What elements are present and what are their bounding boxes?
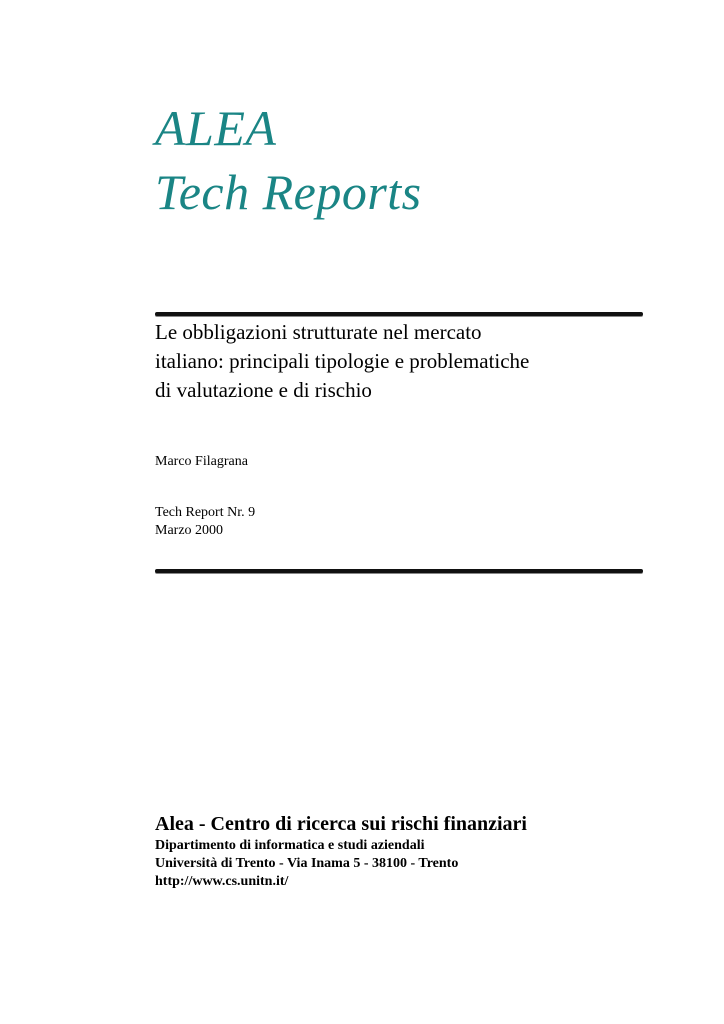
- top-divider: [155, 312, 643, 316]
- series-title: [155, 96, 422, 224]
- series-title-line-1: ALEA: [155, 100, 277, 156]
- report-title-line-1: Le obbligazioni strutturate nel mercato: [155, 320, 482, 344]
- report-author: Marco Filagrana: [155, 454, 248, 469]
- institution-url: http://www.cs.unitn.it/: [155, 874, 289, 889]
- bottom-divider: [155, 569, 643, 573]
- institution-address: Università di Trento - Via Inama 5 - 38100 - Trento: [155, 856, 459, 871]
- institution-name: Alea - Centro di ricerca sui rischi finanziari: [155, 813, 527, 835]
- institution-department: Dipartimento di informatica e studi aziendali: [155, 838, 425, 853]
- report-title-line-2: italiano: principali tipologie e problematiche: [155, 349, 530, 373]
- report-title: [155, 318, 635, 405]
- institution-block: [155, 811, 675, 891]
- report-number: Tech Report Nr. 9: [155, 505, 256, 520]
- report-date: Marzo 2000: [155, 523, 224, 538]
- report-title-line-3: di valutazione e di rischio: [155, 378, 372, 402]
- report-info: [155, 504, 255, 540]
- series-title-line-2: Tech Reports: [155, 164, 422, 220]
